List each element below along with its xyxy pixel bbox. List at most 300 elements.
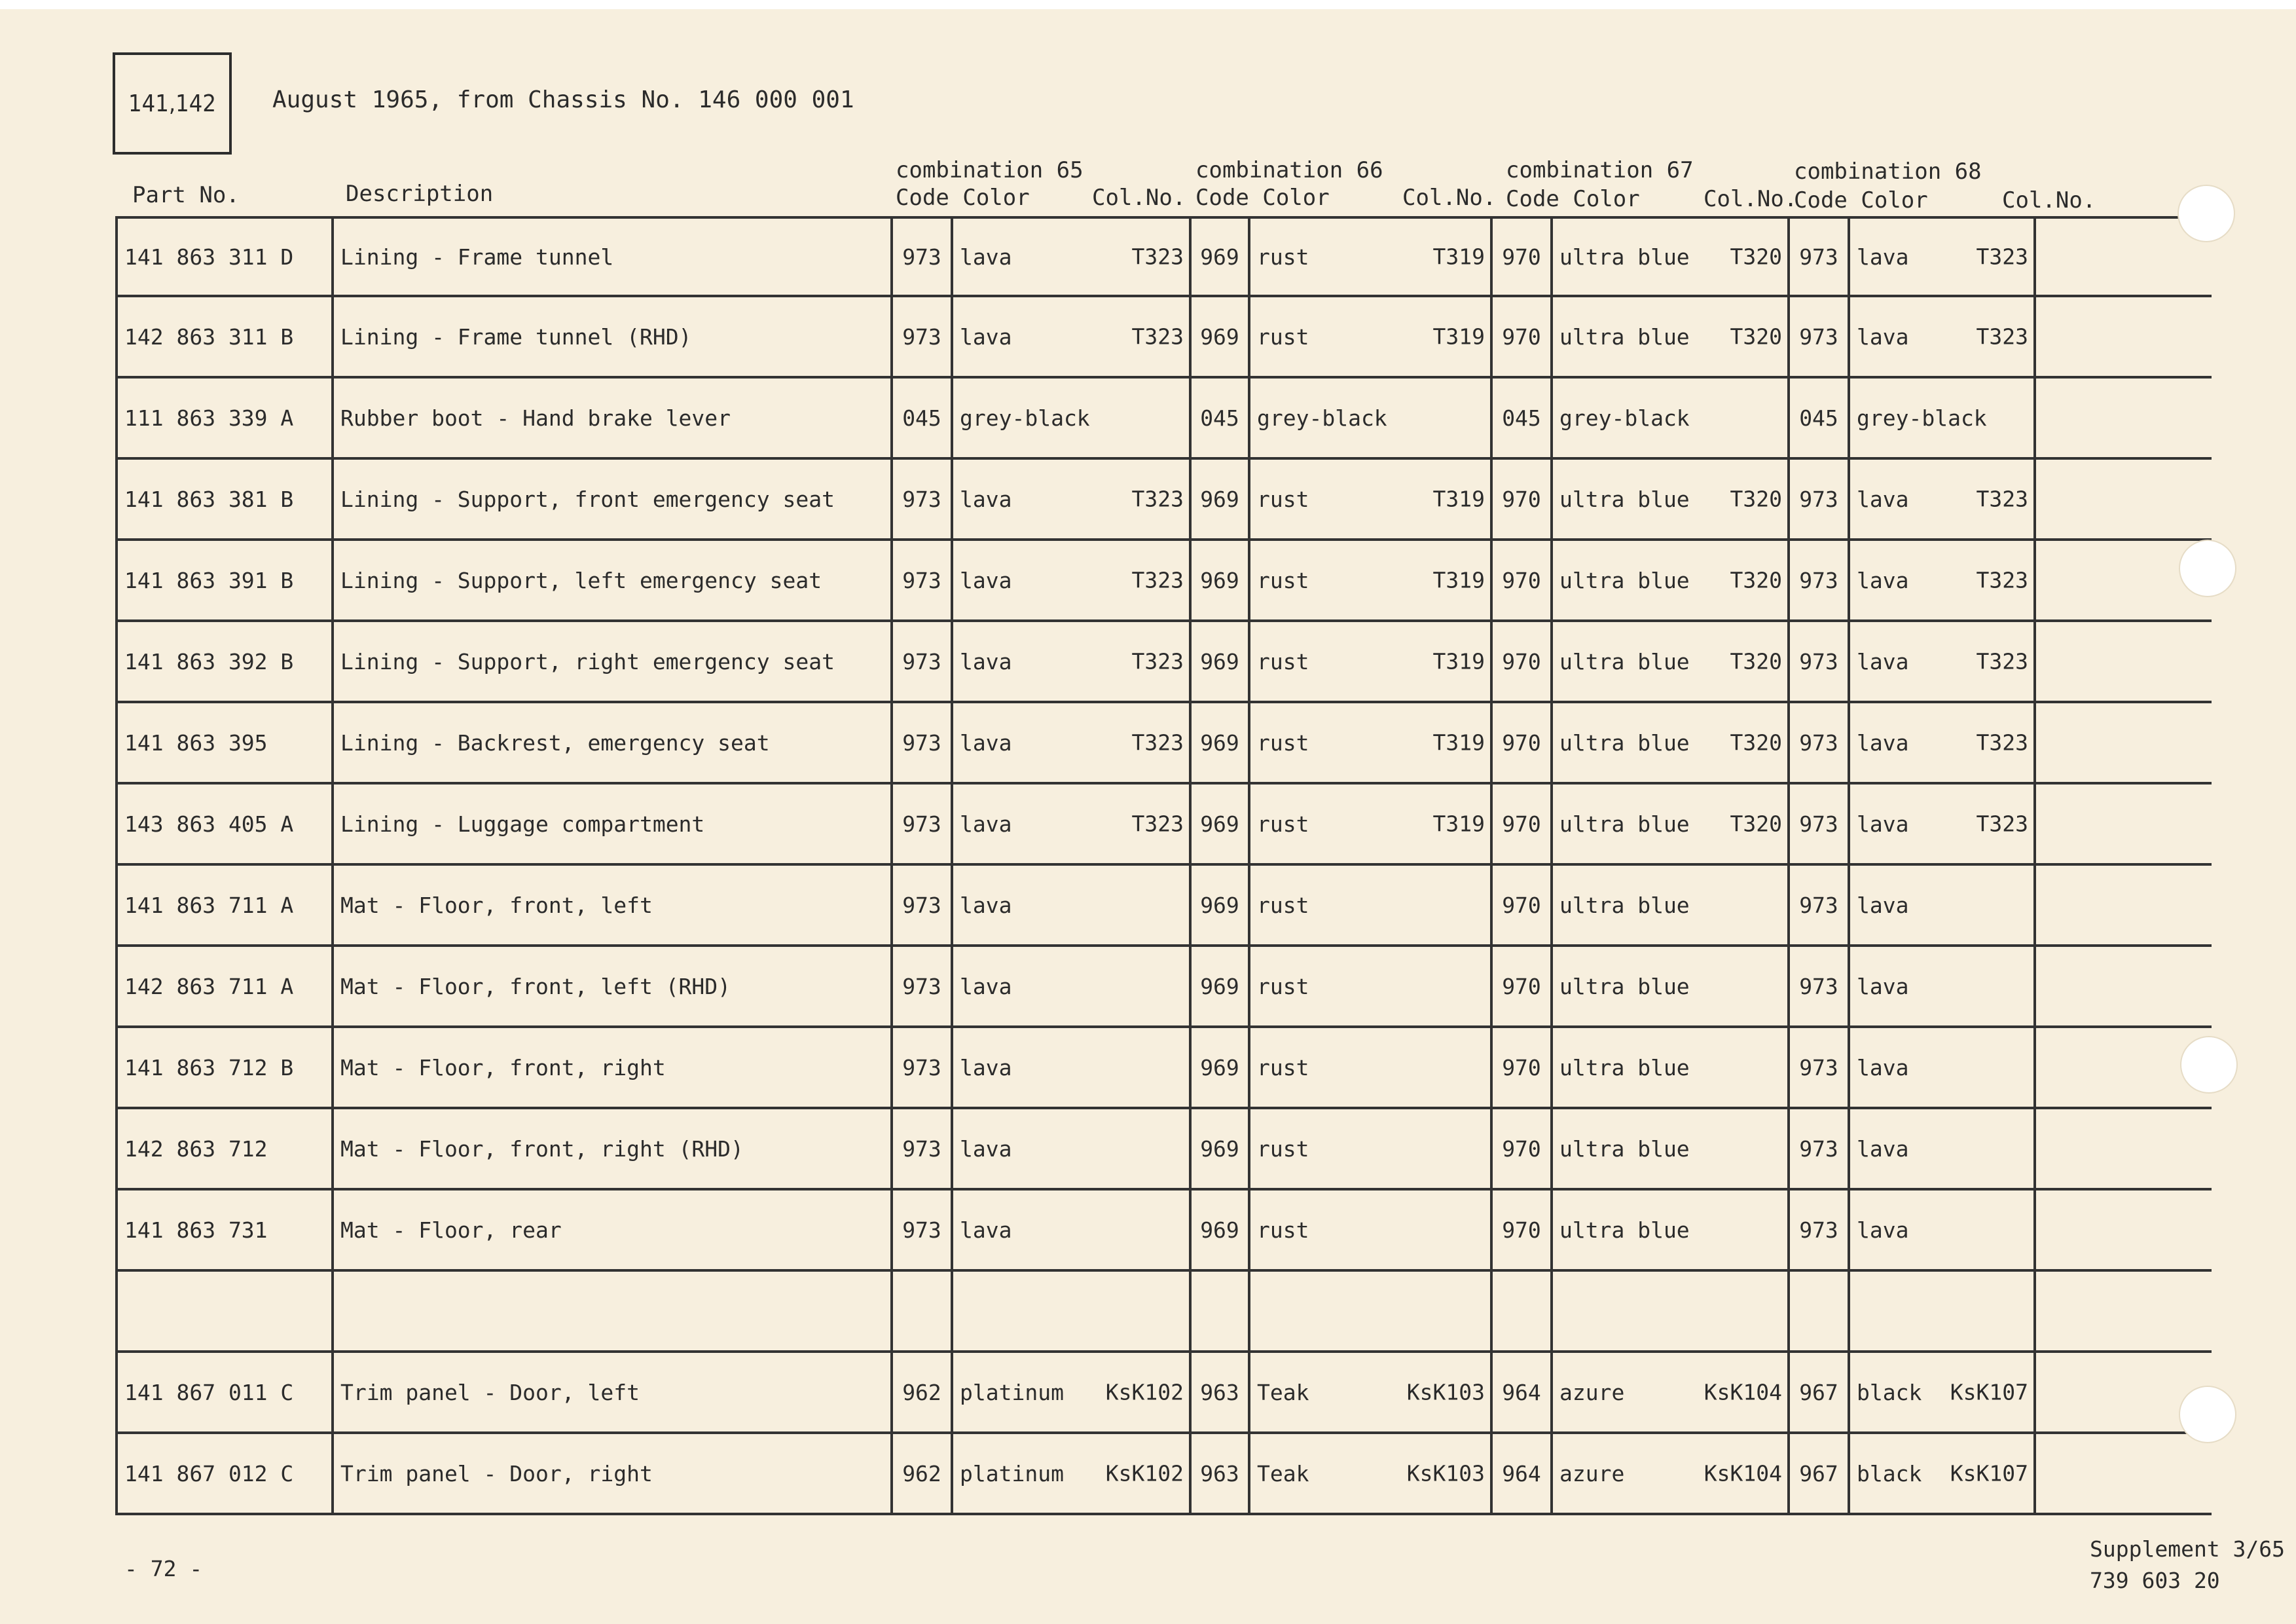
- color-name-cell: [1552, 1189, 1789, 1270]
- color-name: lava: [960, 811, 1012, 837]
- color-code-cell: 969: [1190, 702, 1249, 783]
- color-name-cell: [952, 1352, 1190, 1433]
- description-cell: Lining - Frame tunnel: [333, 217, 892, 296]
- color-code-cell: 969: [1190, 864, 1249, 946]
- color-number: T323: [1976, 729, 2028, 756]
- color-name-cell: [1552, 458, 1789, 540]
- table-row: [117, 783, 2212, 864]
- color-code-cell: 973: [1789, 458, 1849, 540]
- color-number: T323: [1131, 486, 1184, 512]
- color-name-cell: [1849, 377, 2035, 458]
- color-code-cell: 970: [1491, 296, 1552, 377]
- color-number: T323: [1131, 648, 1184, 674]
- color-name-cell: [1249, 702, 1491, 783]
- color-code-cell: 973: [1789, 217, 1849, 296]
- part-number-cell: 141 863 392 B: [117, 621, 333, 702]
- color-code-cell: 969: [1190, 217, 1249, 296]
- table-row: [117, 864, 2212, 946]
- color-code-cell: 963: [1190, 1433, 1249, 1514]
- color-number: T323: [1976, 648, 2028, 674]
- color-name: ultra blue: [1559, 1135, 1690, 1162]
- color-number: T323: [1131, 244, 1184, 270]
- row-rule-extension: [2035, 458, 2212, 540]
- color-number: T319: [1432, 244, 1485, 270]
- color-name-cell: [1249, 946, 1491, 1027]
- color-name: ultra blue: [1559, 567, 1690, 593]
- row-rule-extension: [2035, 1189, 2212, 1270]
- code-color-header-67: Code Color: [1506, 186, 1640, 212]
- description-cell: Lining - Luggage compartment: [333, 783, 892, 864]
- part-number-cell: 142 863 712: [117, 1108, 333, 1189]
- color-name-cell: [1249, 540, 1491, 621]
- color-code-cell: 973: [892, 540, 952, 621]
- color-number: T320: [1730, 567, 1782, 593]
- color-name-cell: [952, 1189, 1190, 1270]
- table-row: [117, 540, 2212, 621]
- color-number: T323: [1131, 729, 1184, 756]
- binder-hole: [2180, 1036, 2238, 1094]
- color-code-cell: 973: [892, 1108, 952, 1189]
- document-number: 739 603 20: [2090, 1568, 2220, 1593]
- color-code-cell: 969: [1190, 1189, 1249, 1270]
- color-name: lava: [960, 244, 1012, 270]
- description-cell: Trim panel - Door, right: [333, 1433, 892, 1514]
- color-code-cell: [892, 1270, 952, 1352]
- color-number: T323: [1976, 811, 2028, 837]
- color-code-cell: 973: [892, 1027, 952, 1108]
- page-top-edge: [0, 0, 2296, 9]
- color-name: grey-black: [1257, 405, 1387, 431]
- color-name-cell: [952, 946, 1190, 1027]
- color-name: ultra blue: [1559, 486, 1690, 512]
- parts-table: [115, 216, 2212, 1515]
- row-rule-extension: [2035, 783, 2212, 864]
- description-cell: Mat - Floor, rear: [333, 1189, 892, 1270]
- color-code-cell: 973: [892, 296, 952, 377]
- color-code-cell: 973: [1789, 702, 1849, 783]
- color-code-cell: 963: [1190, 1352, 1249, 1433]
- color-name-cell: [1849, 458, 2035, 540]
- color-name: ultra blue: [1559, 1054, 1690, 1080]
- part-no-header: Part No.: [132, 182, 240, 208]
- color-code-cell: 964: [1491, 1352, 1552, 1433]
- table-row: [117, 621, 2212, 702]
- color-name-cell: [1849, 1352, 2035, 1433]
- color-name: ultra blue: [1559, 811, 1690, 837]
- color-name-cell: [1849, 621, 2035, 702]
- color-code-cell: 973: [892, 702, 952, 783]
- color-name: lava: [960, 1217, 1012, 1243]
- table-row: [117, 1108, 2212, 1189]
- color-number: T320: [1730, 729, 1782, 756]
- color-name-cell: [1849, 1433, 2035, 1514]
- table-row: [117, 296, 2212, 377]
- part-number-cell: [117, 1270, 333, 1352]
- color-name-cell: [1552, 1108, 1789, 1189]
- color-name: grey-black: [960, 405, 1090, 431]
- color-code-cell: 967: [1789, 1352, 1849, 1433]
- color-code-cell: 973: [1789, 1108, 1849, 1189]
- color-name-cell: [1849, 1270, 2035, 1352]
- color-code-cell: 970: [1491, 458, 1552, 540]
- color-name-cell: [1552, 783, 1789, 864]
- color-name: grey-black: [1857, 405, 1987, 431]
- color-number: T319: [1432, 567, 1485, 593]
- color-name-cell: [952, 864, 1190, 946]
- color-name: black: [1857, 1379, 1922, 1405]
- table-row: [117, 217, 2212, 296]
- color-name: ultra blue: [1559, 648, 1690, 674]
- color-name: lava: [1857, 811, 1909, 837]
- color-code-cell: 970: [1491, 1189, 1552, 1270]
- color-name-cell: [1849, 217, 2035, 296]
- color-code-cell: 962: [892, 1433, 952, 1514]
- color-name-cell: [1552, 217, 1789, 296]
- color-name-cell: [1552, 1433, 1789, 1514]
- color-code-cell: 970: [1491, 540, 1552, 621]
- color-name-cell: [1552, 621, 1789, 702]
- color-name: lava: [960, 973, 1012, 999]
- color-name-cell: [1249, 621, 1491, 702]
- part-number-cell: 141 863 731: [117, 1189, 333, 1270]
- color-name: rust: [1257, 1217, 1309, 1243]
- combination-65-header: combination 65: [896, 157, 1084, 183]
- combination-68-header: combination 68: [1794, 158, 1982, 185]
- color-code-cell: 973: [892, 1189, 952, 1270]
- color-number: KsK107: [1950, 1379, 2028, 1405]
- color-code-cell: 973: [1789, 783, 1849, 864]
- part-number-cell: 141 863 381 B: [117, 458, 333, 540]
- description-header: Description: [346, 181, 494, 207]
- color-code-cell: 970: [1491, 621, 1552, 702]
- color-code-cell: 962: [892, 1352, 952, 1433]
- color-name: rust: [1257, 323, 1309, 350]
- color-name: ultra blue: [1559, 323, 1690, 350]
- color-number: T319: [1432, 729, 1485, 756]
- color-name-cell: [952, 458, 1190, 540]
- color-code-cell: 969: [1190, 1027, 1249, 1108]
- color-name-cell: [952, 702, 1190, 783]
- color-code-cell: 973: [1789, 296, 1849, 377]
- color-name-cell: [1249, 1433, 1491, 1514]
- page-title: August 1965, from Chassis No. 146 000 001: [272, 86, 854, 113]
- color-name-cell: [1552, 864, 1789, 946]
- color-code-cell: 964: [1491, 1433, 1552, 1514]
- color-name-cell: [952, 621, 1190, 702]
- color-name: lava: [1857, 1217, 1909, 1243]
- color-name-cell: [952, 377, 1190, 458]
- table-row: [117, 946, 2212, 1027]
- color-number: KsK102: [1105, 1379, 1184, 1405]
- part-number-cell: 141 867 011 C: [117, 1352, 333, 1433]
- color-code-cell: 973: [892, 864, 952, 946]
- part-number-cell: 143 863 405 A: [117, 783, 333, 864]
- model-tab: [113, 52, 232, 155]
- description-cell: Mat - Floor, front, right: [333, 1027, 892, 1108]
- color-name-cell: [1849, 864, 2035, 946]
- color-name-cell: [952, 1027, 1190, 1108]
- description-cell: Mat - Floor, front, left: [333, 864, 892, 946]
- color-name: ultra blue: [1559, 729, 1690, 756]
- color-name: rust: [1257, 1054, 1309, 1080]
- color-code-cell: 970: [1491, 1108, 1552, 1189]
- color-name: lava: [1857, 973, 1909, 999]
- color-code-cell: 973: [892, 946, 952, 1027]
- color-name-cell: [1849, 1027, 2035, 1108]
- color-name: rust: [1257, 892, 1309, 918]
- color-number: T319: [1432, 486, 1485, 512]
- color-code-cell: 045: [892, 377, 952, 458]
- color-name-cell: [1249, 296, 1491, 377]
- color-number: T320: [1730, 486, 1782, 512]
- color-name: lava: [1857, 648, 1909, 674]
- color-code-cell: 969: [1190, 296, 1249, 377]
- color-name: rust: [1257, 244, 1309, 270]
- table-row: [117, 1027, 2212, 1108]
- description-cell: Lining - Support, front emergency seat: [333, 458, 892, 540]
- color-name: rust: [1257, 486, 1309, 512]
- color-name: lava: [960, 1054, 1012, 1080]
- color-name: lava: [960, 648, 1012, 674]
- color-name-cell: [1849, 783, 2035, 864]
- part-number-cell: 141 867 012 C: [117, 1433, 333, 1514]
- color-name: lava: [1857, 892, 1909, 918]
- part-number-cell: 141 863 391 B: [117, 540, 333, 621]
- colno-header-66: Col.No.: [1402, 185, 1497, 211]
- color-code-cell: 973: [1789, 540, 1849, 621]
- row-rule-extension: [2035, 1433, 2212, 1514]
- color-name-cell: [1552, 946, 1789, 1027]
- description-cell: [333, 1270, 892, 1352]
- color-name: rust: [1257, 1135, 1309, 1162]
- color-name: Teak: [1257, 1379, 1309, 1405]
- color-name: lava: [960, 892, 1012, 918]
- color-code-cell: 973: [892, 621, 952, 702]
- color-name-cell: [1552, 296, 1789, 377]
- description-cell: Rubber boot - Hand brake lever: [333, 377, 892, 458]
- color-code-cell: [1789, 1270, 1849, 1352]
- color-code-cell: 973: [1789, 864, 1849, 946]
- color-name-cell: [1249, 1108, 1491, 1189]
- color-code-cell: 973: [892, 458, 952, 540]
- code-color-header-68: Code Color: [1794, 187, 1928, 213]
- color-name-cell: [952, 1108, 1190, 1189]
- color-number: T319: [1432, 323, 1485, 350]
- color-code-cell: 969: [1190, 458, 1249, 540]
- part-number-cell: 142 863 311 B: [117, 296, 333, 377]
- model-tab-label: 141,142: [128, 90, 216, 117]
- color-name-cell: [1249, 1270, 1491, 1352]
- color-name-cell: [1249, 783, 1491, 864]
- color-code-cell: 970: [1491, 946, 1552, 1027]
- color-number: T323: [1976, 244, 2028, 270]
- color-number: T319: [1432, 811, 1485, 837]
- binder-hole: [2179, 1386, 2236, 1443]
- table-row: [117, 1189, 2212, 1270]
- color-name-cell: [1249, 1027, 1491, 1108]
- color-number: T323: [1976, 323, 2028, 350]
- page-number: - 72 -: [124, 1556, 203, 1581]
- color-number: T323: [1131, 323, 1184, 350]
- part-number-cell: 141 863 712 B: [117, 1027, 333, 1108]
- color-code-cell: 973: [1789, 621, 1849, 702]
- color-code-cell: 045: [1491, 377, 1552, 458]
- color-name: lava: [960, 567, 1012, 593]
- color-code-cell: 969: [1190, 1108, 1249, 1189]
- color-number: KsK103: [1406, 1460, 1485, 1486]
- color-name-cell: [1552, 1027, 1789, 1108]
- color-name: grey-black: [1559, 405, 1690, 431]
- code-color-header-65: Code Color: [896, 185, 1030, 211]
- color-name: azure: [1559, 1379, 1625, 1405]
- color-name-cell: [1552, 702, 1789, 783]
- color-name: lava: [1857, 244, 1909, 270]
- color-name-cell: [1552, 540, 1789, 621]
- color-name-cell: [952, 296, 1190, 377]
- color-number: T323: [1976, 567, 2028, 593]
- color-code-cell: 973: [892, 217, 952, 296]
- table-row: [117, 1352, 2212, 1433]
- color-name: rust: [1257, 567, 1309, 593]
- row-rule-extension: [2035, 946, 2212, 1027]
- color-name: lava: [1857, 1135, 1909, 1162]
- color-code-cell: 973: [1789, 1027, 1849, 1108]
- table-row: [117, 1433, 2212, 1514]
- color-number: T320: [1730, 323, 1782, 350]
- color-name: lava: [1857, 486, 1909, 512]
- parts-table-body: [117, 217, 2212, 1514]
- description-cell: Mat - Floor, front, left (RHD): [333, 946, 892, 1027]
- color-code-cell: 970: [1491, 217, 1552, 296]
- color-number: T320: [1730, 244, 1782, 270]
- description-cell: Lining - Frame tunnel (RHD): [333, 296, 892, 377]
- row-rule-extension: [2035, 864, 2212, 946]
- table-row: [117, 702, 2212, 783]
- color-name: lava: [960, 323, 1012, 350]
- row-rule-extension: [2035, 296, 2212, 377]
- part-number-cell: 141 863 711 A: [117, 864, 333, 946]
- color-name-cell: [1249, 1352, 1491, 1433]
- row-rule-extension: [2035, 377, 2212, 458]
- color-code-cell: 969: [1190, 783, 1249, 864]
- description-cell: Lining - Support, right emergency seat: [333, 621, 892, 702]
- description-cell: Lining - Support, left emergency seat: [333, 540, 892, 621]
- color-name: ultra blue: [1559, 1217, 1690, 1243]
- color-name-cell: [952, 540, 1190, 621]
- supplement-label: Supplement 3/65: [2090, 1536, 2286, 1562]
- color-name: ultra blue: [1559, 892, 1690, 918]
- color-name: lava: [960, 729, 1012, 756]
- color-name: black: [1857, 1460, 1922, 1486]
- color-number: KsK104: [1704, 1379, 1782, 1405]
- color-name: ultra blue: [1559, 973, 1690, 999]
- color-code-cell: [1190, 1270, 1249, 1352]
- color-code-cell: 969: [1190, 621, 1249, 702]
- colno-header-65: Col.No.: [1092, 185, 1186, 211]
- color-name-cell: [1849, 1108, 2035, 1189]
- color-name-cell: [952, 1433, 1190, 1514]
- color-name-cell: [1552, 1352, 1789, 1433]
- color-code-cell: 973: [1789, 1189, 1849, 1270]
- part-number-cell: 111 863 339 A: [117, 377, 333, 458]
- color-name: ultra blue: [1559, 244, 1690, 270]
- color-code-cell: 045: [1789, 377, 1849, 458]
- color-name: lava: [960, 1135, 1012, 1162]
- part-number-cell: 141 863 311 D: [117, 217, 333, 296]
- table-row: [117, 458, 2212, 540]
- color-number: KsK103: [1406, 1379, 1485, 1405]
- color-code-cell: 970: [1491, 702, 1552, 783]
- color-name-cell: [952, 1270, 1190, 1352]
- color-name-cell: [1552, 377, 1789, 458]
- row-rule-extension: [2035, 621, 2212, 702]
- color-code-cell: 045: [1190, 377, 1249, 458]
- description-cell: Lining - Backrest, emergency seat: [333, 702, 892, 783]
- color-name: lava: [960, 486, 1012, 512]
- description-cell: Trim panel - Door, left: [333, 1352, 892, 1433]
- color-name: rust: [1257, 729, 1309, 756]
- color-name-cell: [1849, 702, 2035, 783]
- color-number: KsK104: [1704, 1460, 1782, 1486]
- color-number: T319: [1432, 648, 1485, 674]
- color-code-cell: 973: [1789, 946, 1849, 1027]
- code-color-header-66: Code Color: [1195, 185, 1330, 211]
- color-name: Teak: [1257, 1460, 1309, 1486]
- row-rule-extension: [2035, 1270, 2212, 1352]
- color-code-cell: 973: [892, 783, 952, 864]
- color-code-cell: 970: [1491, 1027, 1552, 1108]
- binder-hole: [2178, 185, 2235, 242]
- color-name-cell: [1249, 458, 1491, 540]
- color-name-cell: [1249, 864, 1491, 946]
- color-name-cell: [1849, 540, 2035, 621]
- colno-header-67: Col.No.: [1704, 186, 1798, 212]
- combination-66-header: combination 66: [1195, 157, 1383, 183]
- color-name: rust: [1257, 648, 1309, 674]
- color-name: rust: [1257, 811, 1309, 837]
- color-number: T323: [1131, 567, 1184, 593]
- table-row: [117, 377, 2212, 458]
- color-number: T320: [1730, 811, 1782, 837]
- color-name-cell: [1249, 1189, 1491, 1270]
- color-name-cell: [1849, 1189, 2035, 1270]
- color-name: lava: [1857, 567, 1909, 593]
- colno-header-68: Col.No.: [2002, 187, 2096, 213]
- color-name-cell: [1849, 296, 2035, 377]
- color-code-cell: 969: [1190, 540, 1249, 621]
- color-name-cell: [1552, 1270, 1789, 1352]
- color-name: platinum: [960, 1379, 1064, 1405]
- color-name-cell: [1249, 377, 1491, 458]
- color-name: lava: [1857, 729, 1909, 756]
- color-name-cell: [1849, 946, 2035, 1027]
- row-rule-extension: [2035, 1108, 2212, 1189]
- color-name-cell: [952, 217, 1190, 296]
- color-number: T320: [1730, 648, 1782, 674]
- color-name: platinum: [960, 1460, 1064, 1486]
- color-name: lava: [1857, 323, 1909, 350]
- color-code-cell: 969: [1190, 946, 1249, 1027]
- part-number-cell: 142 863 711 A: [117, 946, 333, 1027]
- color-code-cell: 967: [1789, 1433, 1849, 1514]
- color-name: rust: [1257, 973, 1309, 999]
- color-code-cell: 970: [1491, 864, 1552, 946]
- color-name: lava: [1857, 1054, 1909, 1080]
- table-row: [117, 1270, 2212, 1352]
- description-cell: Mat - Floor, front, right (RHD): [333, 1108, 892, 1189]
- combination-67-header: combination 67: [1506, 157, 1694, 183]
- part-number-cell: 141 863 395: [117, 702, 333, 783]
